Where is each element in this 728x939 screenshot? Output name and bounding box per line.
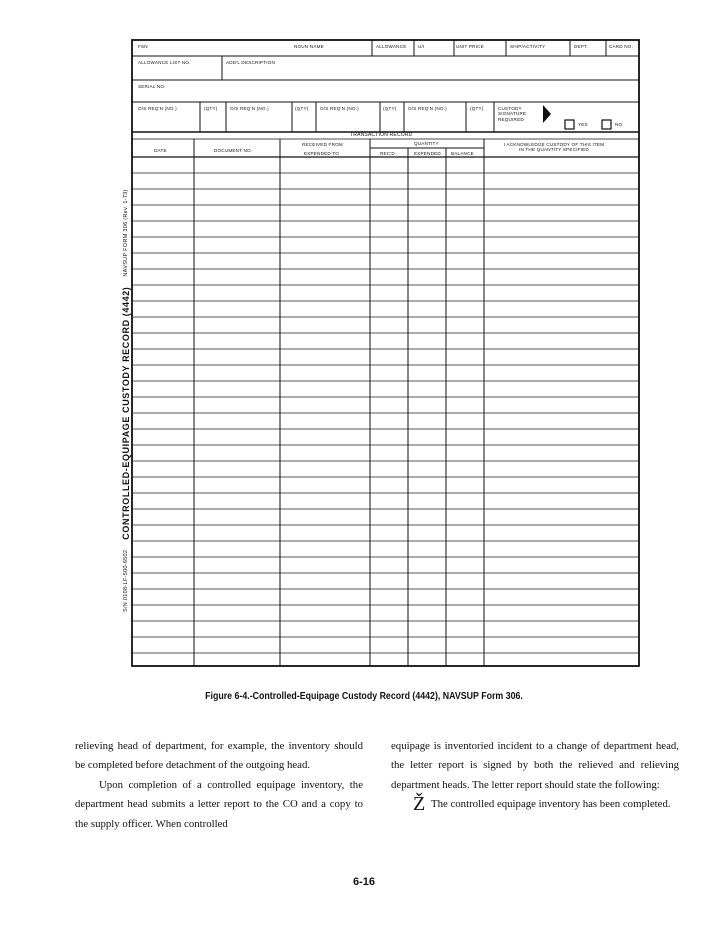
right-paragraph-1: equipage is inventoried incident to a change of department head, the letter report is signed by both the relieved and relieving department heads. The letter report should state the following: xyxy=(391,740,679,791)
bullet-item xyxy=(413,795,679,814)
allowance-label: ALLOWANCE xyxy=(376,44,407,49)
card-no-label: CARD NO. xyxy=(609,44,634,49)
transaction-record-title: TRANSACTION RECORD xyxy=(350,132,413,138)
recd-column-header: REC'D xyxy=(380,151,395,156)
expended-column-header: EXPENDED xyxy=(414,151,441,156)
expended-to-column-header: EXPENDED TO xyxy=(304,151,339,156)
noun-name-label: NOUN NAME xyxy=(294,44,324,49)
dept-label: DEPT. xyxy=(574,44,589,49)
ui-label: U/I xyxy=(418,44,425,49)
os-reqn-4-label: O/S REQ'N (NO.) xyxy=(408,106,447,111)
balance-column-header: BALANCE xyxy=(451,151,474,156)
date-column-header: DATE xyxy=(154,148,167,153)
no-label: NO xyxy=(615,122,623,127)
received-from-column-header: RECEIVED FROM xyxy=(302,142,343,147)
acknowledge-column-header: I ACKNOWLEDGE CUSTODY OF THIS ITEM IN THE QUANTITY SPECIFIED xyxy=(503,142,605,153)
os-reqn-1-label: O/S REQ'N (NO.) xyxy=(138,106,177,111)
bullet-icon: Ž xyxy=(413,793,426,816)
left-paragraph-1: relieving head of department, for example, the inventory should be completed before detachment of the outgoing head. xyxy=(75,740,363,772)
form-image xyxy=(118,36,640,670)
figure-caption: Figure 6-4.-Controlled-Equipage Custody Record (4442), NAVSUP Form 306. xyxy=(205,690,523,702)
qty-1-label: (QTY) xyxy=(204,106,218,111)
ship-activity-label: SHIP/ACTIVITY xyxy=(510,44,546,49)
serial-no-label: SERIAL NO. xyxy=(138,84,166,89)
os-reqn-2-label: O/S REQ'N (NO.) xyxy=(230,106,269,111)
os-reqn-3-label: O/S REQ'N (NO.) xyxy=(320,106,359,111)
qty-3-label: (QTY) xyxy=(383,106,397,111)
document-no-column-header: DOCUMENT NO. xyxy=(214,148,253,153)
form-side-label xyxy=(121,92,131,612)
allowance-list-no-label: ALLOWANCE LIST NO. xyxy=(138,60,191,65)
left-paragraph-2: Upon completion of a controlled equipage inventory, the department head submits a letter report to the CO and a copy to the supply officer. When controlled xyxy=(75,778,363,830)
quantity-column-header: QUANTITY xyxy=(414,141,439,146)
qty-4-label: (QTY) xyxy=(470,106,484,111)
bullet-text: The controlled equipage inventory has been completed. xyxy=(431,798,671,811)
fsn-label: FSN xyxy=(138,44,148,49)
addl-description-label: ADD'L DESCRIPTION xyxy=(226,60,276,65)
stock-number-label: S/N 0108-LF-500-6502 xyxy=(123,549,129,612)
custody-signature-label: CUSTODY SIGNATURE REQUIRED xyxy=(498,106,527,122)
unit-price-label: UNIT PRICE xyxy=(456,44,484,49)
left-column xyxy=(75,737,363,834)
yes-label: YES xyxy=(578,122,588,127)
form-number-label: NAVSUP FORM 306 (Rev. 1-73) xyxy=(123,189,129,277)
qty-2-label: (QTY) xyxy=(295,106,309,111)
page-number: 6-16 xyxy=(352,876,376,888)
right-column xyxy=(391,737,679,815)
form-title: CONTROLLED-EQUIPAGE CUSTODY RECORD (4442) xyxy=(121,286,131,540)
